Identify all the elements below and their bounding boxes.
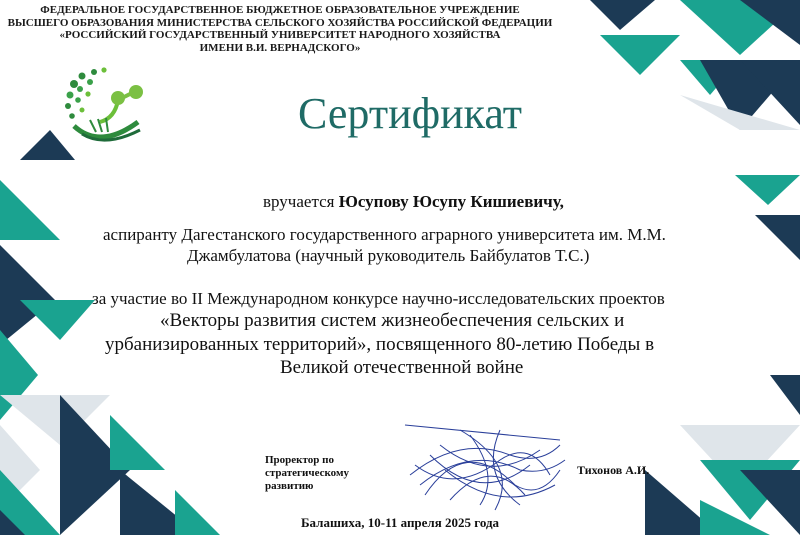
header-line-3: «РОССИЙСКИЙ ГОСУДАРСТВЕННЫЙ УНИВЕРСИТЕТ НАРОДНОГО ХОЗЯЙСТВА xyxy=(59,29,501,41)
awarded-prefix: вручается xyxy=(263,192,339,211)
participation-line: за участие во II Международном конкурсе научно-исследовательских проектов xyxy=(92,289,665,308)
signer-name: Тихонов А.И. xyxy=(577,463,650,477)
signer-role-line-2: стратегическому xyxy=(265,467,349,479)
header-line-4: ИМЕНИ В.И. ВЕРНАДСКОГО» xyxy=(199,41,361,54)
signer-role xyxy=(265,454,375,493)
handwritten-signature xyxy=(400,415,570,515)
header-line-1: ФЕДЕРАЛЬНОЕ ГОСУДАРСТВЕННОЕ БЮДЖЕТНОЕ ОБРАЗОВАТЕЛЬНОЕ УЧРЕЖДЕНИЕ xyxy=(40,4,520,16)
affiliation-line-2: Джамбулатова (научный руководитель Байбулатов Т.С.) xyxy=(187,246,590,265)
contest-line-2: урбанизированных территорий», посвященного 80-летию Победы в xyxy=(105,334,655,355)
awarded-line xyxy=(263,192,564,212)
affiliation-line-1: аспиранту Дагестанского государственного аграрного университета им. М.М. xyxy=(103,225,666,244)
certificate-title: Сертификат xyxy=(298,89,522,138)
header-line-2: ВЫСШЕГО ОБРАЗОВАНИЯ МИНИСТЕРСТВА СЕЛЬСКОГО ХОЗЯЙСТВА РОССИЙСКОЙ ФЕДЕРАЦИИ xyxy=(7,16,553,29)
signer-role-line-3: развитию xyxy=(265,480,314,492)
contest-line-1: «Векторы развития систем жизнеобеспечения сельских и xyxy=(160,310,625,331)
signer-role-line-1: Проректор по xyxy=(265,454,334,466)
place-and-date: Балашиха, 10-11 апреля 2025 года xyxy=(300,515,500,530)
recipient-name: Юсупову Юсупу Кишиевичу, xyxy=(338,192,564,211)
university-logo xyxy=(60,62,150,152)
contest-line-3: Великой отечественной войне xyxy=(280,357,524,378)
